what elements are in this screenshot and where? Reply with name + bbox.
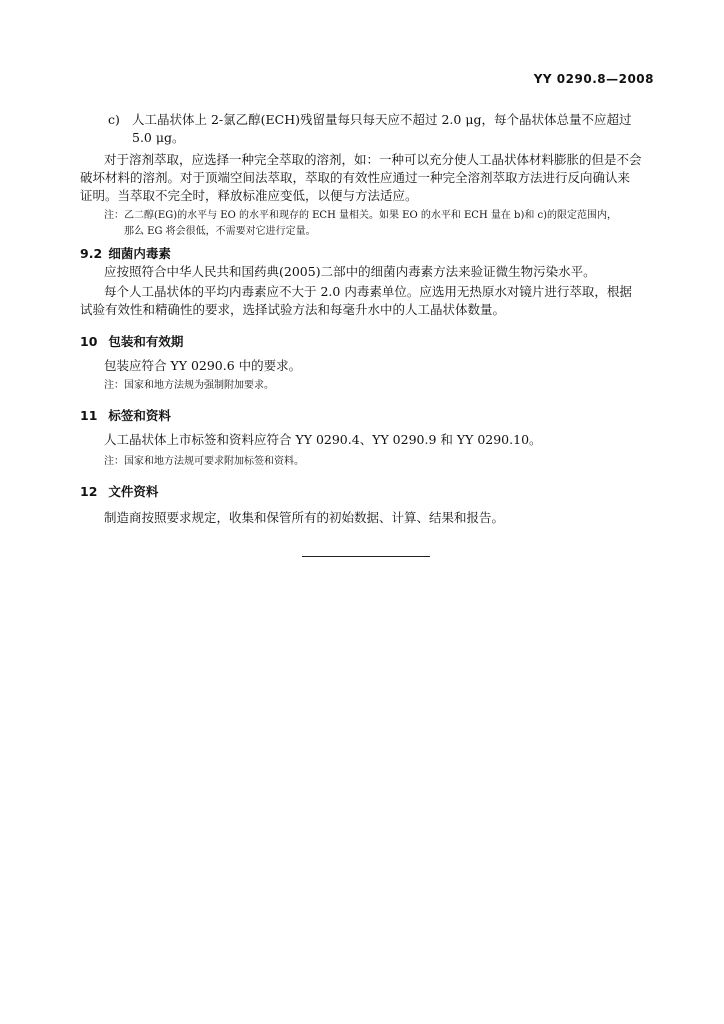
section-9-2-line-1: 应按照符合中华人民共和国药典(2005)二部中的细菌内毒素方法来验证微生物污染水平。 (104, 264, 596, 279)
solvent-paragraph-line-3: 证明。当萃取不完全时，释放标准应变低，以便与方法适应。 (80, 188, 418, 203)
item-c-line-1: 人工晶状体上 2-氯乙醇(ECH)残留量每只每天应不超过 2.0 μg，每个晶状体总量不应超过 (132, 112, 632, 127)
eg-note-line-1: 注：乙二醇(EG)的水平与 EO 的水平和现存的 ECH 量相关。如果 EO 的水平和 ECH 量在 b)和 c)的限定范围内， (104, 210, 618, 221)
section-10-title: 包装和有效期 (108, 334, 184, 349)
solvent-paragraph-line-2: 破坏材料的溶剂。对于顶端空间法萃取，萃取的有效性应通过一种完全溶剂萃取方法进行反向确认来 (80, 170, 631, 185)
document-number: YY 0290.8—2008 (533, 72, 654, 86)
section-9-2-number: 9.2 (80, 246, 103, 261)
eg-note-line-2: 那么 EG 将会很低，不需要对它进行定量。 (124, 226, 316, 237)
section-10-note: 注：国家和地方法规为强制附加要求。 (104, 380, 274, 391)
item-c-label: c) (108, 112, 120, 127)
section-9-2-heading (80, 244, 171, 262)
section-9-2-line-3: 试验有效性和精确性的要求，选择试验方法和每毫升水中的人工晶状体数量。 (80, 302, 506, 317)
section-11-number: 11 (80, 408, 98, 423)
solvent-paragraph-line-1: 对于溶剂萃取，应选择一种完全萃取的溶剂，如：一种可以充分使人工晶状体材料膨胀的但是不会 (104, 152, 642, 167)
section-12-number: 12 (80, 484, 98, 499)
section-12-heading (80, 482, 158, 500)
section-12-title: 文件资料 (108, 484, 159, 499)
section-11-heading (80, 406, 171, 424)
section-10-heading (80, 332, 183, 350)
section-11-body: 人工晶状体上市标签和资料应符合 YY 0290.4、YY 0290.9 和 YY 0290.10。 (104, 432, 542, 447)
section-9-2-title: 细菌内毒素 (108, 246, 171, 261)
section-9-2-line-2: 每个人工晶状体的平均内毒素应不大于 2.0 内毒素单位。应选用无热原水对镜片进行萃取，根据 (104, 284, 632, 299)
end-rule (302, 556, 430, 557)
item-c-line-2: 5.0 μg。 (132, 130, 185, 145)
section-11-title: 标签和资料 (108, 408, 171, 423)
section-10-body: 包装应符合 YY 0290.6 中的要求。 (104, 358, 302, 373)
section-12-body: 制造商按照要求规定，收集和保管所有的初始数据、计算、结果和报告。 (104, 510, 505, 525)
section-11-note: 注：国家和地方法规可要求附加标签和资料。 (104, 456, 304, 467)
section-10-number: 10 (80, 334, 98, 349)
